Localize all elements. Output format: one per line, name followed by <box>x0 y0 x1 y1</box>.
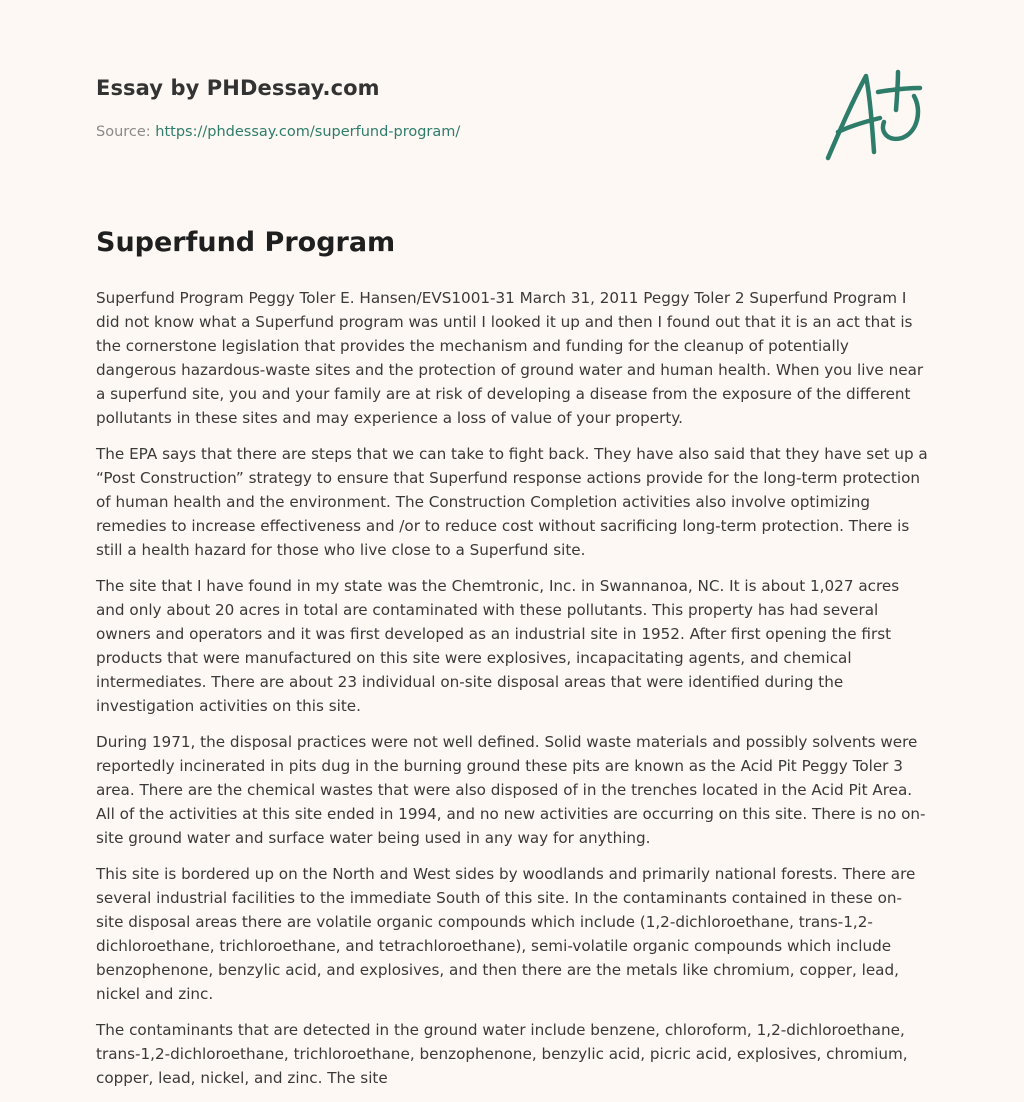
source-link[interactable]: https://phdessay.com/superfund-program/ <box>155 124 461 140</box>
essay-paragraph: The contaminants that are detected in the ground water include benzene, chloroform, 1,2-dichloroethane, trans-1,2-dichloroethane, trichloroethane, benzophenone, benzylic acid, picric acid, explosives, chromium, copper, lead, nickel, and zinc. The site <box>96 1021 908 1087</box>
site-brand: Essay by PHDessay.com <box>96 76 380 100</box>
source-label: Source: <box>96 124 151 140</box>
a-plus-grade-icon <box>818 66 930 166</box>
essay-title: Superfund Program <box>96 227 396 258</box>
essay-body <box>96 286 928 1102</box>
essay-paragraph: Superfund Program Peggy Toler E. Hansen/EVS1001-31 March 31, 2011 Peggy Toler 2 Superfund Program I did not know what a Superfund program was until I looked it up and then I found out that it is an act that is the cornerstone legislation that provides the mechanism and funding for the cleanup of potentially dangerous hazardous-waste sites and the protection of ground water and human health. When you live near a superfund site, you and your family are at risk of developing a disease from the exposure of the different pollutants in these sites and may experience a loss of value of your property. <box>96 289 924 427</box>
source-line <box>96 124 460 140</box>
essay-paragraph: The EPA says that there are steps that we can take to fight back. They have also said that they have set up a “Post Construction” strategy to ensure that Superfund response actions provide for the long-term protection of human health and the environment. The Construction Completion activities also involve optimizing remedies to increase effectiveness and /or to reduce cost without sacrificing long-term protection. There is still a health hazard for those who live close to a Superfund site. <box>96 445 928 559</box>
essay-paragraph: During 1971, the disposal practices were not well defined. Solid waste materials and possibly solvents were reportedly incinerated in pits dug in the burning ground these pits are known as the Acid Pit Peggy Toler 3 area. There are the chemical wastes that were also disposed of in the trenches located in the Acid Pit Area. All of the activities at this site ended in 1994, and no new activities are occurring on this site. There is no on-site ground water and surface water being used in any way for anything. <box>96 733 926 847</box>
essay-paragraph: This site is bordered up on the North and West sides by woodlands and primarily national forests. There are several industrial facilities to the immediate South of this site. In the contaminants contained in these on-site disposal areas there are volatile organic compounds which include (1,2-dichloroethane, trans-1,2-dichloroethane, trichloroethane, and tetrachloroethane), semi-volatile organic compounds which include benzophenone, benzylic acid, and explosives, and then there are the metals like chromium, copper, lead, nickel and zinc. <box>96 865 916 1003</box>
essay-paragraph: The site that I have found in my state was the Chemtronic, Inc. in Swannanoa, NC. It is about 1,027 acres and only about 20 acres in total are contaminated with these pollutants. This property has had several owners and operators and it was first developed as an industrial site in 1952. After first opening the first products that were manufactured on this site were explosives, incapacitating agents, and chemical intermediates. There are about 23 individual on-site disposal areas that were identified during the investigation activities on this site. <box>96 577 900 715</box>
